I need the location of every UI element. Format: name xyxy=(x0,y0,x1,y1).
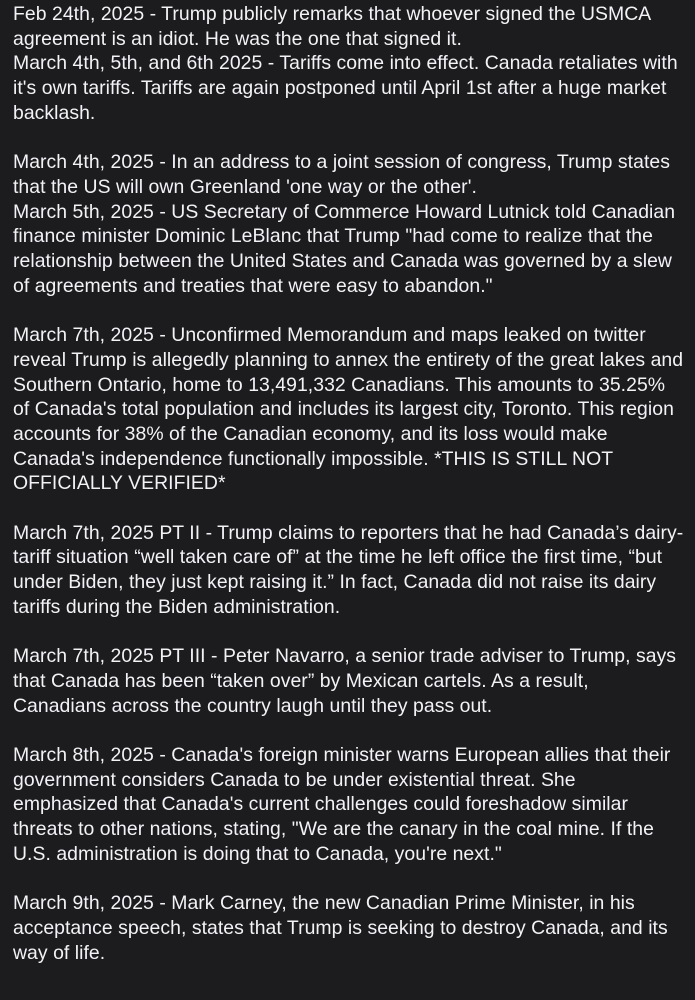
timeline-entry-mar-8: March 8th, 2025 - Canada's foreign minister warns European allies that their government considers Canada to be under existential threat. She emphasized that Canada's current challenges could foreshadow similar threats to other nations, stating, "We are the canary in the coal mine. If the U.S. administration is doing that to Canada, you're next." xyxy=(13,744,671,865)
timeline-entry-mar-5: March 5th, 2025 - US Secretary of Commerce Howard Lutnick told Canadian finance minister Dominic LeBlanc that Trump "had come to realize that the relationship between the United States and Canada was governed by a slew of agreements and treaties that were easy to abandon." xyxy=(13,200,676,297)
paragraph-2 xyxy=(13,150,685,298)
paragraph-3 xyxy=(13,323,685,496)
paragraph-7 xyxy=(13,891,685,965)
timeline-entry-mar-7: March 7th, 2025 - Unconfirmed Memorandum and maps leaked on twitter reveal Trump is allegedly planning to annex the entirety of the great lakes and Southern Ontario, home to 13,491,332 Canadians. This amounts to 35.25% of Canada's total population and includes its largest city, Toronto. This region accounts for 38% of the Canadian economy, and its loss would make Canada's independence functionally impossible. *THIS IS STILL NOT OFFICIALLY VERIFIED* xyxy=(13,324,684,495)
timeline-entry-feb-24: Feb 24th, 2025 - Trump publicly remarks that whoever signed the USMCA agreement is an idiot. He was the one that signed it. xyxy=(13,3,651,50)
timeline-entry-mar-7-pt2: March 7th, 2025 PT II - Trump claims to reporters that he had Canada’s dairy-tariff situation “well taken care of” at the time he left office the first time, “but under Biden, they just kept raising it.” In fact, Canada did not raise its dairy tariffs during the Biden administration. xyxy=(13,521,684,618)
paragraph-4 xyxy=(13,521,685,620)
timeline-entry-mar-4: March 4th, 2025 - In an address to a joint session of congress, Trump states that the US will own Greenland 'one way or the other'. xyxy=(13,151,670,198)
paragraph-5 xyxy=(13,644,685,718)
paragraph-6 xyxy=(13,743,685,867)
timeline-entry-mar-4-5-6: March 4th, 5th, and 6th 2025 - Tariffs come into effect. Canada retaliates with it's own tariffs. Tariffs are again postponed until April 1st after a huge market backlash. xyxy=(13,52,678,124)
timeline-entry-mar-7-pt3: March 7th, 2025 PT III - Peter Navarro, a senior trade adviser to Trump, says that Canada has been “taken over” by Mexican cartels. As a result, Canadians across the country laugh until they pass out. xyxy=(13,645,677,717)
paragraph-1 xyxy=(13,2,685,126)
timeline-entry-mar-9: March 9th, 2025 - Mark Carney, the new Canadian Prime Minister, in his acceptance speech, states that Trump is seeking to destroy Canada, and its way of life. xyxy=(13,892,668,964)
